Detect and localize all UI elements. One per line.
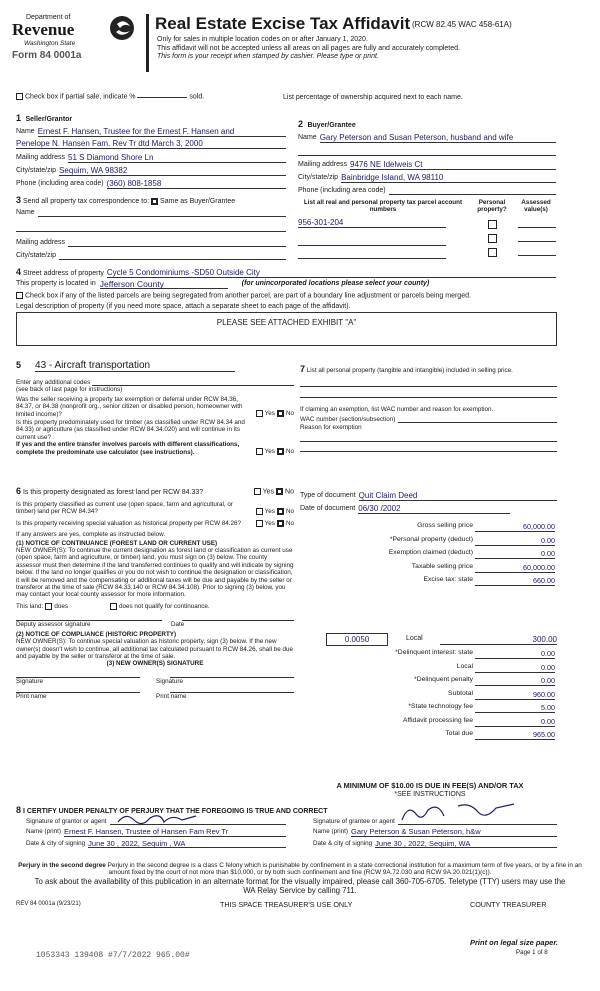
reason-label: Reason for exemption xyxy=(300,424,362,432)
certify-statement: I CERTIFY UNDER PENALTY OF PERJURY THAT THE FOREGOING IS TRUE AND CORRECT xyxy=(22,808,328,815)
exemption-no-checkbox[interactable] xyxy=(277,410,284,417)
correspondence-label: Send all property tax correspondence to: xyxy=(22,198,150,205)
seller-name-line1[interactable]: Ernest F. Hansen, Trustee for the Ernest F. Hansen and xyxy=(38,128,286,137)
perjury-statement: Perjury in the second degree Perjury in the second degree is a class C felony which is punishable by confinement in a state correctional institution for a maximum term of five years, or by a fine in an amount fixed by the court of not more than $10,000, or by both such confinement and fine (RCW 9A.72.030 and RCW 9A.20.021(1)(c)). xyxy=(18,862,582,877)
forest-land-question: Is this property designated as forest land per RCW 84.33? xyxy=(22,489,204,496)
yes-label: Yes xyxy=(264,508,275,516)
answers-note: If any answers are yes, complete as instructed below. xyxy=(16,531,166,539)
grantee-name-label: Name (print) xyxy=(313,828,348,836)
section-6-number: 6 xyxy=(16,486,22,496)
tax-row-value[interactable]: 0.00 xyxy=(475,536,555,546)
ownership-note: List percentage of ownership acquired next to each name. xyxy=(283,94,463,101)
dept-line1: Department of xyxy=(26,14,71,21)
seller-address-label: Mailing address xyxy=(16,154,66,161)
predominate-use-note: If yes and the entire transfer involves parcels with different classifications, complete the predominate use calculator (see instructions). xyxy=(16,441,240,456)
wac-field[interactable] xyxy=(398,416,557,423)
section-1-number: 1 xyxy=(16,113,22,123)
partial-sale-row: Check box if partial sale, indicate % sold. xyxy=(16,93,204,101)
grantor-date-field[interactable]: June 30 , 2022, Sequim , WA xyxy=(88,840,286,848)
tax-row-value[interactable]: 960.00 xyxy=(475,690,555,700)
dept-logo xyxy=(8,12,138,72)
header-divider xyxy=(146,14,149,72)
parcel-number-3[interactable] xyxy=(298,253,446,259)
no-label: No xyxy=(285,448,294,456)
assessed-value-1[interactable] xyxy=(518,222,556,228)
reason-line1[interactable] xyxy=(300,441,557,442)
tax-row-value[interactable]: 0.00 xyxy=(475,549,555,559)
section-2-number: 2 xyxy=(298,119,304,129)
seller-city-field[interactable]: Sequim, WA 98382 xyxy=(59,167,286,176)
legal-description-box[interactable] xyxy=(16,312,557,346)
tax-row-label: *Delinquent interest: state xyxy=(395,649,473,656)
buyer-phone-label: Phone (including area code) xyxy=(298,187,386,194)
correspondence-name-line2[interactable] xyxy=(16,231,286,232)
tax-row-value[interactable]: 0.00 xyxy=(475,717,555,727)
assessed-value-2[interactable] xyxy=(518,236,556,242)
form-cite: (RCW 82.45 WAC 458-61A) xyxy=(412,20,512,29)
tax-row-value[interactable]: 60,000.00 xyxy=(475,563,555,573)
correspondence-city-field[interactable] xyxy=(59,252,286,260)
personal-property-line1[interactable] xyxy=(300,386,557,387)
grantor-name-label: Name (print) xyxy=(26,828,61,836)
tax-row-label: Gross selling price xyxy=(417,522,473,529)
grantee-signature-label: Signature of grantee or agent xyxy=(313,818,395,825)
buyer-name-field[interactable]: Gary Peterson and Susan Peterson, husband and wife xyxy=(320,134,556,143)
deputy-date-line[interactable] xyxy=(182,620,294,621)
print-label-2: Print name xyxy=(156,693,187,701)
notice-compliance-text: NEW OWNER(S): To continue special valuation as historic property, sign (3) below. If the new owner(s) doesn't wish to continue, all additional tax calculated pursuant to RCW 84.26, shall be due and payable by the seller or transferor at the time of sale. xyxy=(16,638,294,661)
seller-phone-label: Phone (including area code) xyxy=(16,180,104,187)
buyer-name-line2[interactable] xyxy=(298,155,556,156)
treasurer-use-label: THIS SPACE TREASURER'S USE ONLY xyxy=(220,900,353,909)
tax-row-value[interactable]: 0.00 xyxy=(475,676,555,686)
revenue-swirl-icon xyxy=(108,14,136,42)
timber-question: Is this property predominately used for timber (as classified under RCW 84.34 and 84.33) or agriculture (as classified under RCW 84.34.020) and will continue in its current use? xyxy=(16,419,245,441)
yes-label: Yes xyxy=(264,519,275,527)
yes-label: Yes xyxy=(262,488,275,496)
same-as-buyer-checkbox[interactable] xyxy=(151,198,158,205)
alternate-format-note: To ask about the availability of this publication in an alternate format for the visually impaired, please call 360-705-6705. Teletype (TTY) users may use the WA Relay Service by calling 711. xyxy=(34,877,566,895)
use-code-select[interactable]: 43 - Aircraft transportation xyxy=(35,360,235,372)
grantee-name-field[interactable]: Gary Peterson & Susan Peterson, h&w xyxy=(351,828,557,836)
correspondence-name-label: Name xyxy=(16,209,35,216)
assessed-col-header: Assessed value(s) xyxy=(521,199,551,214)
tax-row-label: Local xyxy=(456,662,473,670)
minimum-due: A MINIMUM OF $10.00 IS DUE IN FEE(S) AND/OR TAX xyxy=(336,781,524,790)
seller-name-line2[interactable]: Penelope N. Hansen Fam. Rev Tr dtd March 3, 2000 xyxy=(16,140,286,149)
local-rate-box[interactable]: 0.0050 xyxy=(326,633,388,646)
exemption-instructions: If claiming an exemption, list WAC number and reason for exemption. xyxy=(300,406,494,414)
notice-continuance-heading: (1) NOTICE OF CONTINUANCE (FOREST LAND OR CURRENT USE) xyxy=(16,539,218,547)
seller-title: Seller/Grantor xyxy=(25,116,73,123)
tax-row-label: Affidavit processing fee xyxy=(402,716,473,724)
tax-row-label: Exemption claimed (deduct) xyxy=(388,549,473,556)
no-label: No xyxy=(285,508,294,516)
additional-codes-field[interactable] xyxy=(92,379,294,386)
grantor-name-field[interactable]: Ernest F. Hansen, Trustee of Hansen Fam Rev Tr xyxy=(64,828,286,836)
no-label: No xyxy=(285,519,294,527)
new-owner-signature-heading: (3) NEW OWNER(S) SIGNATURE xyxy=(106,660,204,668)
timber-no-checkbox[interactable] xyxy=(277,448,284,455)
section-3-number: 3 xyxy=(16,195,22,205)
signature-label-2: Signature xyxy=(156,677,183,685)
tax-row-value[interactable]: 5.00 xyxy=(475,703,555,713)
form-number: Form 84 0001a xyxy=(12,50,82,61)
document-type-label: Type of document xyxy=(300,492,356,499)
dept-logo-text: Revenue xyxy=(12,20,75,39)
tax-row-value[interactable]: 0.00 xyxy=(475,663,555,673)
notice-continuance-text: NEW OWNER(S): To continue the current designation as forest land or classification as current use (open space, farm and agriculture, or timber) land, you must sign on (3) below. The county assessor must then determine if the land transferred continues to qualify and will indicate by signing below. If the land no longer qualifies or you do not wish to continue the designation or classification, it will be removed and the compensating or additional taxes will be due and payable by the seller or transferor at the time of sale (RCW 84.33.140 or RCW 84.34.108). Prior to signing (3) below, you may contact your local county assessor for more information. xyxy=(16,547,294,599)
document-date-label: Date of document xyxy=(300,505,356,512)
partial-sale-checkbox[interactable] xyxy=(16,93,23,100)
historic-question: Is this property receiving special valuation as historical property per RCW 84.26? xyxy=(16,519,242,527)
see-instructions: *SEE INSTRUCTIONS xyxy=(394,791,466,798)
segregated-label: Check box if any of the listed parcels are being segregated from another parcel, are part of a boundary line adjustment or parcels being merged. xyxy=(25,292,471,300)
section-5-number: 5 xyxy=(16,360,22,370)
correspondence-address-field[interactable] xyxy=(68,239,286,247)
cashier-stamp: 1053343 139408 #7/7/2022 965.00# xyxy=(36,951,190,960)
local-tax-label: Local xyxy=(406,635,423,642)
current-use-yes-checkbox[interactable] xyxy=(256,508,263,515)
revision-code: REV 84 0001a (9/23/21) xyxy=(16,901,81,907)
does-label: does xyxy=(54,603,68,611)
yes-label: Yes xyxy=(264,448,275,456)
section-4-number: 4 xyxy=(16,267,22,277)
legal-description-text: PLEASE SEE ATTACHED EXHIBIT "A" xyxy=(216,318,357,327)
correspondence-city-label: City/state/zip xyxy=(16,252,57,259)
grantee-date-field[interactable]: June 30 , 2022, Sequim, WA xyxy=(375,840,557,848)
tax-row-label: *State technology fee xyxy=(408,703,473,710)
reason-line2[interactable] xyxy=(300,451,557,452)
document-type-field[interactable]: Quit Claim Deed xyxy=(359,492,557,501)
grantor-signature-line[interactable] xyxy=(110,818,286,825)
county-treasurer-label: COUNTY TREASURER xyxy=(470,900,547,909)
local-tax-value[interactable]: 300.00 xyxy=(440,635,557,645)
deputy-signature-label: Deputy assessor signature xyxy=(16,621,91,629)
form-title: Real Estate Excise Tax Affidavit xyxy=(155,14,411,33)
grantee-signature-line[interactable] xyxy=(398,818,557,825)
personal-property-checkbox-3[interactable] xyxy=(488,248,497,257)
street-address-label: Street address of property xyxy=(22,270,104,277)
does-not-checkbox[interactable] xyxy=(110,603,117,610)
does-checkbox[interactable] xyxy=(45,603,52,610)
tax-row-label: Total due xyxy=(445,730,473,737)
tax-row-label: Taxable selling price xyxy=(411,562,473,570)
owner-signature-2[interactable] xyxy=(170,677,294,678)
exemption-yes-checkbox[interactable] xyxy=(256,410,263,417)
seller-city-label: City/state/zip xyxy=(16,167,57,174)
tax-row-value[interactable]: 60,000.00 xyxy=(475,522,555,532)
buyer-address-label: Mailing address xyxy=(298,161,348,168)
assessed-value-3[interactable] xyxy=(518,250,556,256)
personal-property-checkbox-1[interactable] xyxy=(488,220,497,229)
seller-address-field[interactable]: 51 S Diamond Shore Ln xyxy=(68,154,286,163)
section-7-number: 7 xyxy=(300,364,306,374)
parcel-col-header: List all real and personal property tax parcel account numbers xyxy=(303,199,463,214)
notice-compliance-heading: (2) NOTICE OF COMPLIANCE (HISTORIC PROPERTY) xyxy=(16,630,177,638)
tax-row-label: *Personal property (deduct) xyxy=(389,535,473,543)
personal-col-header: Personal property? xyxy=(477,199,507,214)
owner-print-2[interactable] xyxy=(170,692,294,693)
this-land-label: This land: xyxy=(16,603,44,611)
tax-row-value[interactable]: 0.00 xyxy=(475,649,555,659)
tax-row-label: *Delinquent penalty xyxy=(414,676,473,683)
legal-paper-note: Print on legal size paper. xyxy=(470,938,558,947)
wac-label: WAC number (section/subsection) xyxy=(300,415,396,423)
parcel-number-2[interactable] xyxy=(298,240,446,246)
correspondence-name-field[interactable] xyxy=(38,209,286,217)
personal-property-checkbox-2[interactable] xyxy=(488,234,497,243)
buyer-city-label: City/state/zip xyxy=(298,174,339,181)
county-note: (for unincorporated locations please select your county) xyxy=(241,280,430,287)
subtitle-2: This affidavit will not be accepted unless all areas on all pages are fully and accurately completed. xyxy=(157,44,460,52)
grantee-signature-scribble xyxy=(398,800,518,826)
parcel-number-1[interactable]: 956-301-204 xyxy=(298,219,446,228)
county-select[interactable]: Jefferson County xyxy=(100,280,228,289)
correspondence-address-label: Mailing address xyxy=(16,239,66,246)
signature-label-1: Signature xyxy=(16,677,43,685)
street-address-field[interactable]: Cycle 5 Condominiums -SD50 Outside City xyxy=(107,269,556,278)
buyer-address-field[interactable]: 9476 NE Idelweis Ct xyxy=(350,161,556,170)
same-as-buyer-label: Same as Buyer/Grantee xyxy=(160,198,236,205)
forest-no-checkbox[interactable] xyxy=(276,488,283,495)
buyer-phone-field[interactable] xyxy=(389,187,556,195)
current-use-no-checkbox[interactable] xyxy=(277,508,284,515)
grantor-signature-scribble xyxy=(116,810,206,826)
yes-label: Yes xyxy=(264,410,275,418)
no-label: No xyxy=(285,488,294,496)
legal-description-label: Legal description of property (if you need more space, attach a separate sheet to each page of the affidavit). xyxy=(16,303,351,310)
forest-yes-checkbox[interactable] xyxy=(254,488,261,495)
seller-name-label: Name xyxy=(16,128,35,135)
grantor-signature-label: Signature of grantor or agent xyxy=(26,818,107,825)
historic-no-checkbox[interactable] xyxy=(277,520,284,527)
buyer-name-label: Name xyxy=(298,134,317,141)
subtitle-1: Only for sales in multiple location codes on or after January 1, 2020. xyxy=(157,36,368,43)
buyer-city-field[interactable]: Bainbridge Island, WA 98110 xyxy=(341,174,556,183)
deputy-date-label: Date xyxy=(171,621,185,629)
personal-property-label: List all personal property (tangible and intangible) included in selling price. xyxy=(306,367,513,374)
section-8-number: 8 xyxy=(16,805,22,815)
timber-yes-checkbox[interactable] xyxy=(256,448,263,455)
page-number: Page 1 of 8 xyxy=(516,949,548,956)
exemption-question: Was the seller receiving a property tax exemption or deferral under RCW 84.36, 84.37, or 84.38 (nonprofit org., senior citizen or disabled person, homeowner with limited income)? xyxy=(16,395,243,418)
personal-property-line2[interactable] xyxy=(300,397,557,398)
dept-state: Washington State xyxy=(24,40,76,47)
historic-yes-checkbox[interactable] xyxy=(256,520,263,527)
grantee-date-label: Date & city of signing xyxy=(313,839,373,847)
no-label: No xyxy=(285,410,294,418)
tax-row-label: Subtotal xyxy=(448,689,473,697)
segregated-checkbox[interactable] xyxy=(16,292,23,299)
subtitle-3: This form is your receipt when stamped by cashier. Please type or print. xyxy=(157,53,379,60)
does-not-label: does not qualify for continuance. xyxy=(118,603,210,611)
buyer-title: Buyer/Grantee xyxy=(307,122,356,129)
county-label: This property is located in xyxy=(16,280,96,287)
tax-row-value[interactable]: 660.00 xyxy=(475,576,555,586)
tax-row-label: Excise tax: state xyxy=(423,576,473,583)
additional-codes-note: (see back of last page for instructions) xyxy=(16,386,123,394)
document-date-field[interactable]: 06/30 /2002 xyxy=(358,505,510,514)
print-label-1: Print name xyxy=(16,693,47,701)
additional-codes-label: Enter any additional codes xyxy=(16,379,91,386)
current-use-question: Is this property classified as current use (open space, farm and agricultural, or timber) land per RCW 84.34? xyxy=(16,501,233,516)
seller-phone-field[interactable]: (360) 808-1858 xyxy=(107,180,286,189)
grantor-date-label: Date & city of signing xyxy=(26,839,86,847)
tax-row-value[interactable]: 965.00 xyxy=(475,730,555,740)
